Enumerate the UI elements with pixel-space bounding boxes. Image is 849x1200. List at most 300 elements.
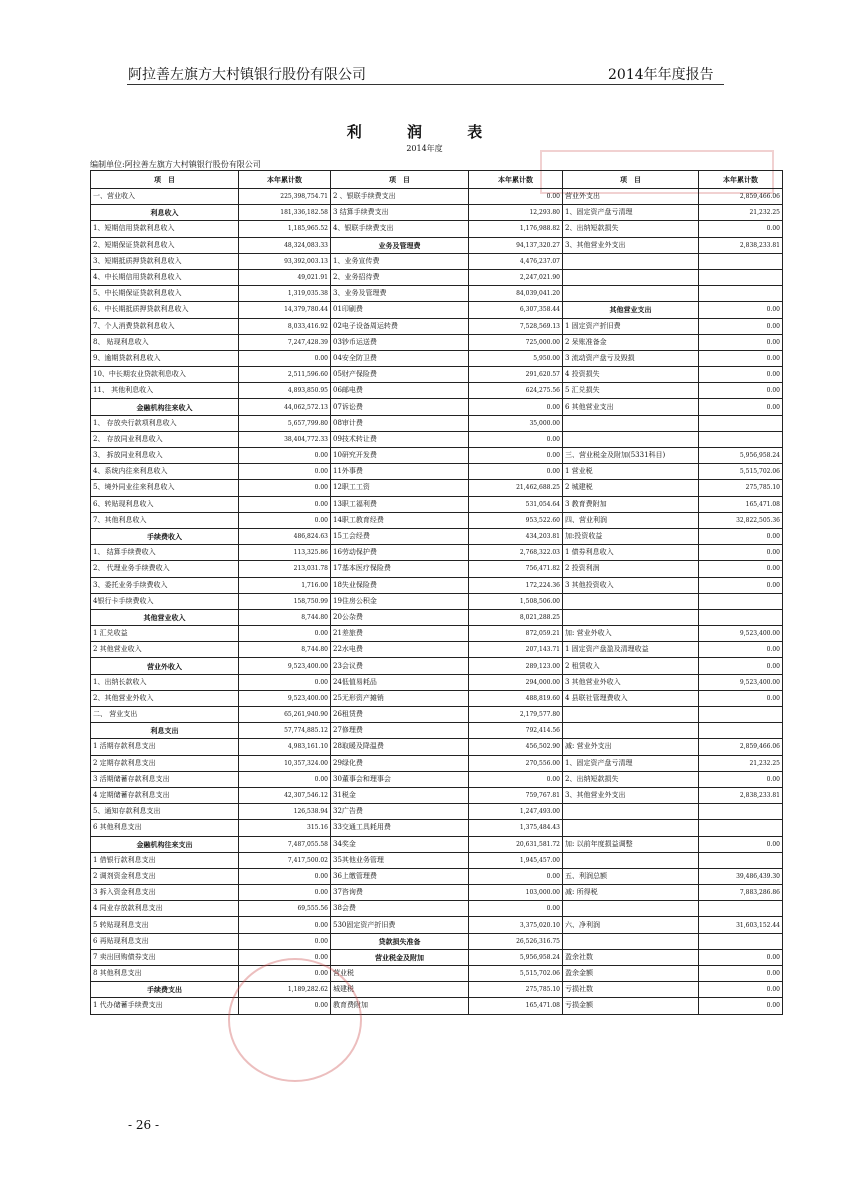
- item-cell: 09技术转让费: [331, 431, 469, 447]
- item-cell: 六、净利润: [563, 917, 699, 933]
- table-row: [91, 868, 783, 884]
- table-row: [91, 464, 783, 480]
- item-cell: [563, 253, 699, 269]
- amount-cell: 0.00: [469, 399, 563, 415]
- amount-cell: 0.00: [699, 982, 783, 998]
- item-cell: 30董事会和理事会: [331, 771, 469, 787]
- item-cell: 业务及管理费: [331, 237, 469, 253]
- item-cell: 13职工福利费: [331, 496, 469, 512]
- item-cell: 1 固定资产折旧费: [563, 318, 699, 334]
- amount-cell: 486,824.63: [239, 528, 331, 544]
- amount-cell: 103,000.00: [469, 885, 563, 901]
- table-row: [91, 998, 783, 1014]
- item-cell: [563, 286, 699, 302]
- table-row: [91, 933, 783, 949]
- table-row: [91, 852, 783, 868]
- table-row: [91, 448, 783, 464]
- amount-cell: 872,059.21: [469, 626, 563, 642]
- item-cell: 贷款损失准备: [331, 933, 469, 949]
- table-row: [91, 528, 783, 544]
- amount-cell: 5,515,702.06: [469, 966, 563, 982]
- table-row: [91, 820, 783, 836]
- amount-cell: 126,538.94: [239, 804, 331, 820]
- item-cell: 28取暖及降温费: [331, 739, 469, 755]
- amount-cell: 31,603,152.44: [699, 917, 783, 933]
- table-row: [91, 399, 783, 415]
- col-header: 本年累计数: [699, 171, 783, 189]
- item-cell: 2 调剂资金利息支出: [91, 868, 239, 884]
- table-row: [91, 739, 783, 755]
- amount-cell: 275,785.10: [469, 982, 563, 998]
- amount-cell: 7,883,286.86: [699, 885, 783, 901]
- amount-cell: 172,224.36: [469, 577, 563, 593]
- amount-cell: 5,657,799.80: [239, 415, 331, 431]
- preparer-line: 编制单位:阿拉善左旗方大村镇银行股份有限公司: [90, 160, 261, 169]
- amount-cell: 531,054.64: [469, 496, 563, 512]
- item-cell: 2、短期保证贷款利息收入: [91, 237, 239, 253]
- amount-cell: [699, 286, 783, 302]
- item-cell: [563, 901, 699, 917]
- amount-cell: 792,414.56: [469, 723, 563, 739]
- amount-cell: 756,471.82: [469, 561, 563, 577]
- item-cell: 3、业务及管理费: [331, 286, 469, 302]
- amount-cell: 5,950.00: [469, 350, 563, 366]
- amount-cell: 0.00: [239, 350, 331, 366]
- item-cell: 20公杂费: [331, 609, 469, 625]
- item-cell: 1、出纳长款收入: [91, 674, 239, 690]
- item-cell: 29绿化费: [331, 755, 469, 771]
- item-cell: 16劳动保护费: [331, 545, 469, 561]
- amount-cell: 0.00: [469, 431, 563, 447]
- item-cell: 亏损社数: [563, 982, 699, 998]
- item-cell: 21差旅费: [331, 626, 469, 642]
- page-subtitle: 2014年度: [406, 144, 443, 153]
- item-cell: 7 卖出回购债券支出: [91, 949, 239, 965]
- amount-cell: 8,744.80: [239, 642, 331, 658]
- col-header: 项 目: [331, 171, 469, 189]
- table-row: [91, 253, 783, 269]
- item-cell: 三、营业税金及附加(5331科目): [563, 448, 699, 464]
- item-cell: 1 活期存款利息支出: [91, 739, 239, 755]
- amount-cell: 291,620.57: [469, 367, 563, 383]
- amount-cell: 225,398,754.71: [239, 189, 331, 205]
- item-cell: 2 投资利润: [563, 561, 699, 577]
- item-cell: 五、利润总额: [563, 868, 699, 884]
- amount-cell: 0.00: [699, 367, 783, 383]
- amount-cell: 5,956,958.24: [699, 448, 783, 464]
- item-cell: 1、 存放央行款项利息收入: [91, 415, 239, 431]
- item-cell: 4、系统内往来利息收入: [91, 464, 239, 480]
- amount-cell: 725,000.00: [469, 334, 563, 350]
- amount-cell: 0.00: [699, 658, 783, 674]
- amount-cell: 7,417,500.02: [239, 852, 331, 868]
- amount-cell: 0.00: [699, 771, 783, 787]
- item-cell: 14职工教育经费: [331, 512, 469, 528]
- item-cell: 城建税: [331, 982, 469, 998]
- table-row: [91, 804, 783, 820]
- item-cell: 6 再贴现利息支出: [91, 933, 239, 949]
- amount-cell: 0.00: [239, 917, 331, 933]
- company-header: 阿拉善左旗方大村镇银行股份有限公司: [128, 67, 366, 83]
- amount-cell: 0.00: [239, 966, 331, 982]
- amount-cell: 7,528,569.13: [469, 318, 563, 334]
- table-row: [91, 269, 783, 285]
- amount-cell: 0.00: [469, 189, 563, 205]
- amount-cell: 0.00: [699, 966, 783, 982]
- amount-cell: [699, 804, 783, 820]
- amount-cell: 0.00: [699, 383, 783, 399]
- amount-cell: 93,392,003.13: [239, 253, 331, 269]
- amount-cell: 84,039,041.20: [469, 286, 563, 302]
- amount-cell: 0.00: [239, 933, 331, 949]
- item-cell: 10研究开发费: [331, 448, 469, 464]
- table-row: [91, 221, 783, 237]
- amount-cell: 0.00: [699, 690, 783, 706]
- item-cell: 5、境外同业往来利息收入: [91, 480, 239, 496]
- table-row: [91, 318, 783, 334]
- page-title: 利 润 表: [346, 123, 503, 141]
- item-cell: 其他营业支出: [563, 302, 699, 318]
- item-cell: 4银行卡手续费收入: [91, 593, 239, 609]
- amount-cell: 0.00: [699, 399, 783, 415]
- amount-cell: 1,945,457.00: [469, 852, 563, 868]
- item-cell: 3 活期储蓄存款利息支出: [91, 771, 239, 787]
- item-cell: 01印刷费: [331, 302, 469, 318]
- item-cell: 1、固定资产盘亏清理: [563, 205, 699, 221]
- table-row: [91, 723, 783, 739]
- amount-cell: 624,275.56: [469, 383, 563, 399]
- amount-cell: 1,375,484.43: [469, 820, 563, 836]
- item-cell: [563, 820, 699, 836]
- table-row: [91, 755, 783, 771]
- amount-cell: 1,319,035.38: [239, 286, 331, 302]
- company-seal: [228, 958, 362, 1082]
- item-cell: 7、个人消费贷款利息收入: [91, 318, 239, 334]
- table-row: [91, 415, 783, 431]
- table-row: [91, 496, 783, 512]
- item-cell: 6、转贴现利息收入: [91, 496, 239, 512]
- table-row: [91, 561, 783, 577]
- amount-cell: 1,508,506.00: [469, 593, 563, 609]
- table-row: [91, 593, 783, 609]
- amount-cell: 8,033,416.92: [239, 318, 331, 334]
- amount-cell: 1,185,965.52: [239, 221, 331, 237]
- amount-cell: 32,822,505.36: [699, 512, 783, 528]
- amount-cell: 165,471.08: [469, 998, 563, 1014]
- table-row: [91, 885, 783, 901]
- item-cell: 32广告费: [331, 804, 469, 820]
- amount-cell: 158,750.99: [239, 593, 331, 609]
- item-cell: 3、其他营业外支出: [563, 237, 699, 253]
- item-cell: 1 代办储蓄手续费支出: [91, 998, 239, 1014]
- amount-cell: [699, 431, 783, 447]
- amount-cell: 26,526,316.75: [469, 933, 563, 949]
- item-cell: 金融机构往来收入: [91, 399, 239, 415]
- amount-cell: 0.00: [469, 448, 563, 464]
- item-cell: 加: 以前年度损益调整: [563, 836, 699, 852]
- amount-cell: 57,774,885.12: [239, 723, 331, 739]
- amount-cell: 42,307,546.12: [239, 787, 331, 803]
- amount-cell: 1,247,493.00: [469, 804, 563, 820]
- item-cell: 1 营业税: [563, 464, 699, 480]
- item-cell: 22水电费: [331, 642, 469, 658]
- amount-cell: 65,261,940.90: [239, 707, 331, 723]
- item-cell: 15工会经费: [331, 528, 469, 544]
- table-row: [91, 917, 783, 933]
- amount-cell: 2,179,577.80: [469, 707, 563, 723]
- item-cell: 2 租赁收入: [563, 658, 699, 674]
- amount-cell: 8,744.80: [239, 609, 331, 625]
- item-cell: 营业外支出: [563, 189, 699, 205]
- item-cell: 37咨询费: [331, 885, 469, 901]
- amount-cell: 0.00: [239, 512, 331, 528]
- amount-cell: 213,031.78: [239, 561, 331, 577]
- amount-cell: 69,555.56: [239, 901, 331, 917]
- item-cell: 2 城建税: [563, 480, 699, 496]
- item-cell: [563, 723, 699, 739]
- amount-cell: 48,324,083.33: [239, 237, 331, 253]
- item-cell: 亏损金额: [563, 998, 699, 1014]
- item-cell: 2 、银联手续费支出: [331, 189, 469, 205]
- item-cell: 加: 营业外收入: [563, 626, 699, 642]
- item-cell: 3 其他营业外收入: [563, 674, 699, 690]
- item-cell: 2、业务招待费: [331, 269, 469, 285]
- amount-cell: 0.00: [239, 626, 331, 642]
- amount-cell: [699, 852, 783, 868]
- amount-cell: 0.00: [239, 949, 331, 965]
- amount-cell: 1,716.00: [239, 577, 331, 593]
- amount-cell: 0.00: [699, 334, 783, 350]
- item-cell: 2、出纳短款损失: [563, 771, 699, 787]
- amount-cell: 0.00: [699, 545, 783, 561]
- amount-cell: 44,062,572.13: [239, 399, 331, 415]
- item-cell: [563, 269, 699, 285]
- amount-cell: 0.00: [469, 464, 563, 480]
- amount-cell: 20,631,581.72: [469, 836, 563, 852]
- item-cell: 4 县联社管理费收入: [563, 690, 699, 706]
- amount-cell: 2,859,466.06: [699, 189, 783, 205]
- item-cell: 金融机构往来支出: [91, 836, 239, 852]
- header-rule: [127, 84, 724, 85]
- item-cell: 27修理费: [331, 723, 469, 739]
- amount-cell: 0.00: [469, 771, 563, 787]
- amount-cell: 207,143.71: [469, 642, 563, 658]
- item-cell: 8 其他利息支出: [91, 966, 239, 982]
- table-row: [91, 982, 783, 998]
- item-cell: 31税金: [331, 787, 469, 803]
- item-cell: 26租赁费: [331, 707, 469, 723]
- item-cell: 手续费支出: [91, 982, 239, 998]
- amount-cell: 165,471.08: [699, 496, 783, 512]
- item-cell: 2 定期存款利息支出: [91, 755, 239, 771]
- item-cell: 1 债券利息收入: [563, 545, 699, 561]
- item-cell: 2、 存放同业利息收入: [91, 431, 239, 447]
- income-statement-table: [90, 170, 783, 1015]
- item-cell: 3 教育费附加: [563, 496, 699, 512]
- amount-cell: [699, 723, 783, 739]
- amount-cell: [699, 269, 783, 285]
- table-row: [91, 771, 783, 787]
- table-row: [91, 836, 783, 852]
- item-cell: 6 其他营业支出: [563, 399, 699, 415]
- amount-cell: 0.00: [239, 480, 331, 496]
- item-cell: 5、通知存款利息支出: [91, 804, 239, 820]
- amount-cell: 94,137,320.27: [469, 237, 563, 253]
- report-header: 2014年年度报告: [608, 67, 714, 83]
- item-cell: 2 其他营业收入: [91, 642, 239, 658]
- table-row: [91, 658, 783, 674]
- item-cell: 33交通工具耗用费: [331, 820, 469, 836]
- table-row: [91, 626, 783, 642]
- item-cell: 2、 代理业务手续费收入: [91, 561, 239, 577]
- amount-cell: [699, 901, 783, 917]
- table-row: [91, 787, 783, 803]
- amount-cell: 0.00: [239, 496, 331, 512]
- amount-cell: [699, 820, 783, 836]
- item-cell: 1、固定资产盘亏清理: [563, 755, 699, 771]
- table-row: [91, 949, 783, 965]
- table-row: [91, 901, 783, 917]
- item-cell: 1 固定资产盘盈及清理收益: [563, 642, 699, 658]
- item-cell: 盈余金额: [563, 966, 699, 982]
- item-cell: 3 流动资产盘亏及毁损: [563, 350, 699, 366]
- item-cell: 10、中长期农业贷款利息收入: [91, 367, 239, 383]
- amount-cell: 14,379,780.44: [239, 302, 331, 318]
- item-cell: [563, 593, 699, 609]
- amount-cell: 0.00: [699, 302, 783, 318]
- item-cell: 营业税金及附加: [331, 949, 469, 965]
- amount-cell: 1,176,988.82: [469, 221, 563, 237]
- item-cell: 4 投资损失: [563, 367, 699, 383]
- amount-cell: 35,000.00: [469, 415, 563, 431]
- amount-cell: 0.00: [469, 901, 563, 917]
- amount-cell: 0.00: [699, 561, 783, 577]
- amount-cell: 4,476,237.07: [469, 253, 563, 269]
- table-row: [91, 383, 783, 399]
- amount-cell: 49,021.91: [239, 269, 331, 285]
- item-cell: [563, 852, 699, 868]
- item-cell: 2、其他营业外收入: [91, 690, 239, 706]
- item-cell: 1 汇兑收益: [91, 626, 239, 642]
- amount-cell: 39,486,439.30: [699, 868, 783, 884]
- item-cell: 5、中长期保证贷款利息收入: [91, 286, 239, 302]
- amount-cell: [699, 609, 783, 625]
- amount-cell: 759,767.81: [469, 787, 563, 803]
- item-cell: 08审计费: [331, 415, 469, 431]
- item-cell: 36上缴管理费: [331, 868, 469, 884]
- table-row: [91, 286, 783, 302]
- item-cell: 3、其他营业外支出: [563, 787, 699, 803]
- amount-cell: 12,293.80: [469, 205, 563, 221]
- amount-cell: 294,000.00: [469, 674, 563, 690]
- amount-cell: 434,203.81: [469, 528, 563, 544]
- amount-cell: 315.16: [239, 820, 331, 836]
- item-cell: 一、营业收入: [91, 189, 239, 205]
- col-header: 本年累计数: [469, 171, 563, 189]
- amount-cell: 2,838,233.81: [699, 237, 783, 253]
- page-number: - 26 -: [128, 1118, 160, 1132]
- amount-cell: 113,325.86: [239, 545, 331, 561]
- table-row: [91, 512, 783, 528]
- item-cell: 18失业保险费: [331, 577, 469, 593]
- item-cell: [563, 609, 699, 625]
- amount-cell: 4,983,161.10: [239, 739, 331, 755]
- item-cell: 19住房公积金: [331, 593, 469, 609]
- amount-cell: 2,859,466.06: [699, 739, 783, 755]
- item-cell: 营业外收入: [91, 658, 239, 674]
- item-cell: 06邮电费: [331, 383, 469, 399]
- amount-cell: 0.00: [699, 836, 783, 852]
- amount-cell: 9,523,400.00: [699, 626, 783, 642]
- item-cell: 11外事费: [331, 464, 469, 480]
- amount-cell: 0.00: [239, 998, 331, 1014]
- amount-cell: 5,515,702.06: [699, 464, 783, 480]
- item-cell: 1、业务宣传费: [331, 253, 469, 269]
- table-row: [91, 577, 783, 593]
- item-cell: 17基本医疗保险费: [331, 561, 469, 577]
- amount-cell: 0.00: [239, 464, 331, 480]
- item-cell: 38会费: [331, 901, 469, 917]
- amount-cell: 7,487,055.58: [239, 836, 331, 852]
- item-cell: 04安全防卫费: [331, 350, 469, 366]
- amount-cell: [699, 253, 783, 269]
- amount-cell: 2,511,596.60: [239, 367, 331, 383]
- amount-cell: 2,838,233.81: [699, 787, 783, 803]
- amount-cell: [699, 415, 783, 431]
- table-row: [91, 205, 783, 221]
- table-row: [91, 966, 783, 982]
- amount-cell: 10,357,324.00: [239, 755, 331, 771]
- table-row: [91, 707, 783, 723]
- table-row: [91, 237, 783, 253]
- table-row: [91, 690, 783, 706]
- item-cell: 减: 所得税: [563, 885, 699, 901]
- item-cell: 1、 结算手续费收入: [91, 545, 239, 561]
- item-cell: 6、中长期抵质押贷款利息收入: [91, 302, 239, 318]
- item-cell: [563, 431, 699, 447]
- item-cell: 530固定资产折旧费: [331, 917, 469, 933]
- item-cell: 7、其他利息收入: [91, 512, 239, 528]
- table-row: [91, 302, 783, 318]
- item-cell: [563, 415, 699, 431]
- amount-cell: 8,021,288.25: [469, 609, 563, 625]
- item-cell: 3 其他投资收入: [563, 577, 699, 593]
- amount-cell: 0.00: [239, 771, 331, 787]
- item-cell: 四、营业利润: [563, 512, 699, 528]
- item-cell: 35其他业务管理: [331, 852, 469, 868]
- item-cell: 其他营业收入: [91, 609, 239, 625]
- amount-cell: 953,522.60: [469, 512, 563, 528]
- item-cell: 减: 营业外支出: [563, 739, 699, 755]
- item-cell: 2 呆账准备金: [563, 334, 699, 350]
- item-cell: 1 借银行款利息支出: [91, 852, 239, 868]
- item-cell: 4 同业存放款利息支出: [91, 901, 239, 917]
- amount-cell: 1,189,282.62: [239, 982, 331, 998]
- item-cell: 6 其他利息支出: [91, 820, 239, 836]
- amount-cell: 5,956,958.24: [469, 949, 563, 965]
- item-cell: 利息支出: [91, 723, 239, 739]
- item-cell: [563, 933, 699, 949]
- item-cell: 03钞币运送费: [331, 334, 469, 350]
- table-row: [91, 545, 783, 561]
- table-row: [91, 431, 783, 447]
- item-cell: 利息收入: [91, 205, 239, 221]
- table-row: [91, 189, 783, 205]
- item-cell: 5 转贴现利息支出: [91, 917, 239, 933]
- amount-cell: 456,502.90: [469, 739, 563, 755]
- amount-cell: 0.00: [699, 642, 783, 658]
- amount-cell: 275,785.10: [699, 480, 783, 496]
